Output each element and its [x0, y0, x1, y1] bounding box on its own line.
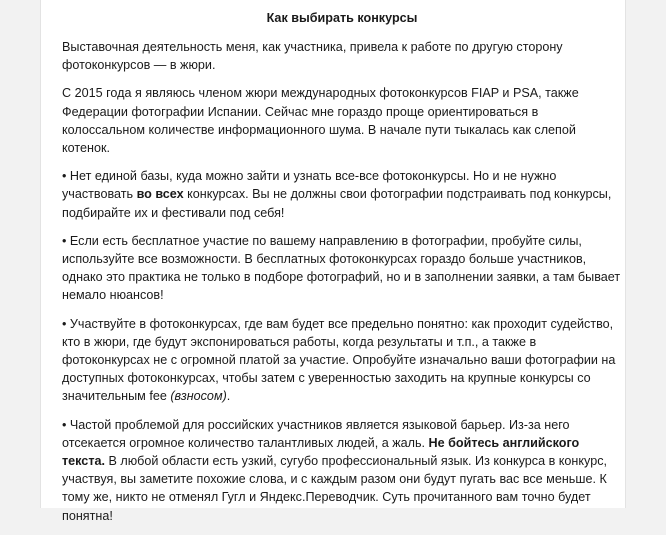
bullet-italic: (взносом) [170, 389, 227, 404]
bullet-text: • Нет единой базы, куда можно зайти и узнать все-все фотоконкурсы. Но и не нужно участвовать [62, 169, 557, 202]
article-page [40, 0, 626, 523]
bullet-free-participation: • Если есть бесплатное участие по вашему направлению в фотографии, пробуйте силы, используйте все возможности. В бесплатных фотоконкурсах гораздо больше участников, однако это практика не только в подборе фотографий, но и в заполнении заявки, а там бывает немало нюансов! [62, 233, 621, 303]
bullet-emphasis: во всех [136, 187, 184, 202]
bullet-text: конкурсах. Вы не должны свои фотографии подстраивать под конкурсы, подбирайте их и фестивали под себя! [62, 187, 612, 220]
bullet-no-database [62, 167, 622, 222]
paragraph-jury-membership: С 2015 года я являюсь членом жюри международных фотоконкурсов FIAP и PSA, также Федерации фотографии Испании. Сейчас мне гораздо проще ориентироваться в колоссальном количестве информационного шума. В начале пути тыкалась как слепой котенок. [62, 86, 579, 156]
bullet-text: • Участвуйте в фотоконкурсах, где вам будет все предельно понятно: как проходит судейство, кто в жюри, где будут экспонироваться работы, когда результаты и т.п., а также в фотоконкурсах не с огромной платой за участие. Опробуйте изначально ваши фотографии на доступных фотоконкурсах, чтобы затем с уверенностью заходить на крупные конкурсы со значительным fee [62, 316, 616, 404]
bullet-text: . [226, 389, 231, 404]
article-body [62, 9, 622, 535]
bullet-clear-contests [62, 315, 622, 406]
bullet-text: В любой области есть узкий, сугубо профессиональный язык. Из конкурса в конкурс, участвуя, вы заметите похожие слова, и с каждым разом они будут пугать вас все меньше. К тому же, никто не отменял Гугл и Яндекс.Переводчик. Суть прочитанного вам точно будет понятна! [62, 454, 607, 523]
paragraph-intro: Выставочная деятельность меня, как участника, привела к работе по другую сторону фотоконкурсов — в жюри. [62, 40, 563, 73]
bullet-language-barrier [62, 416, 622, 525]
bullet-text: • Частой проблемой для российских участников является языковой барьер. Из-за него отсекается огромное количество талантливых людей, а жаль. [62, 417, 570, 450]
article-title: Как выбирать конкурсы [266, 11, 418, 25]
bullet-emphasis: Не бойтесь английского текста. [62, 435, 580, 469]
